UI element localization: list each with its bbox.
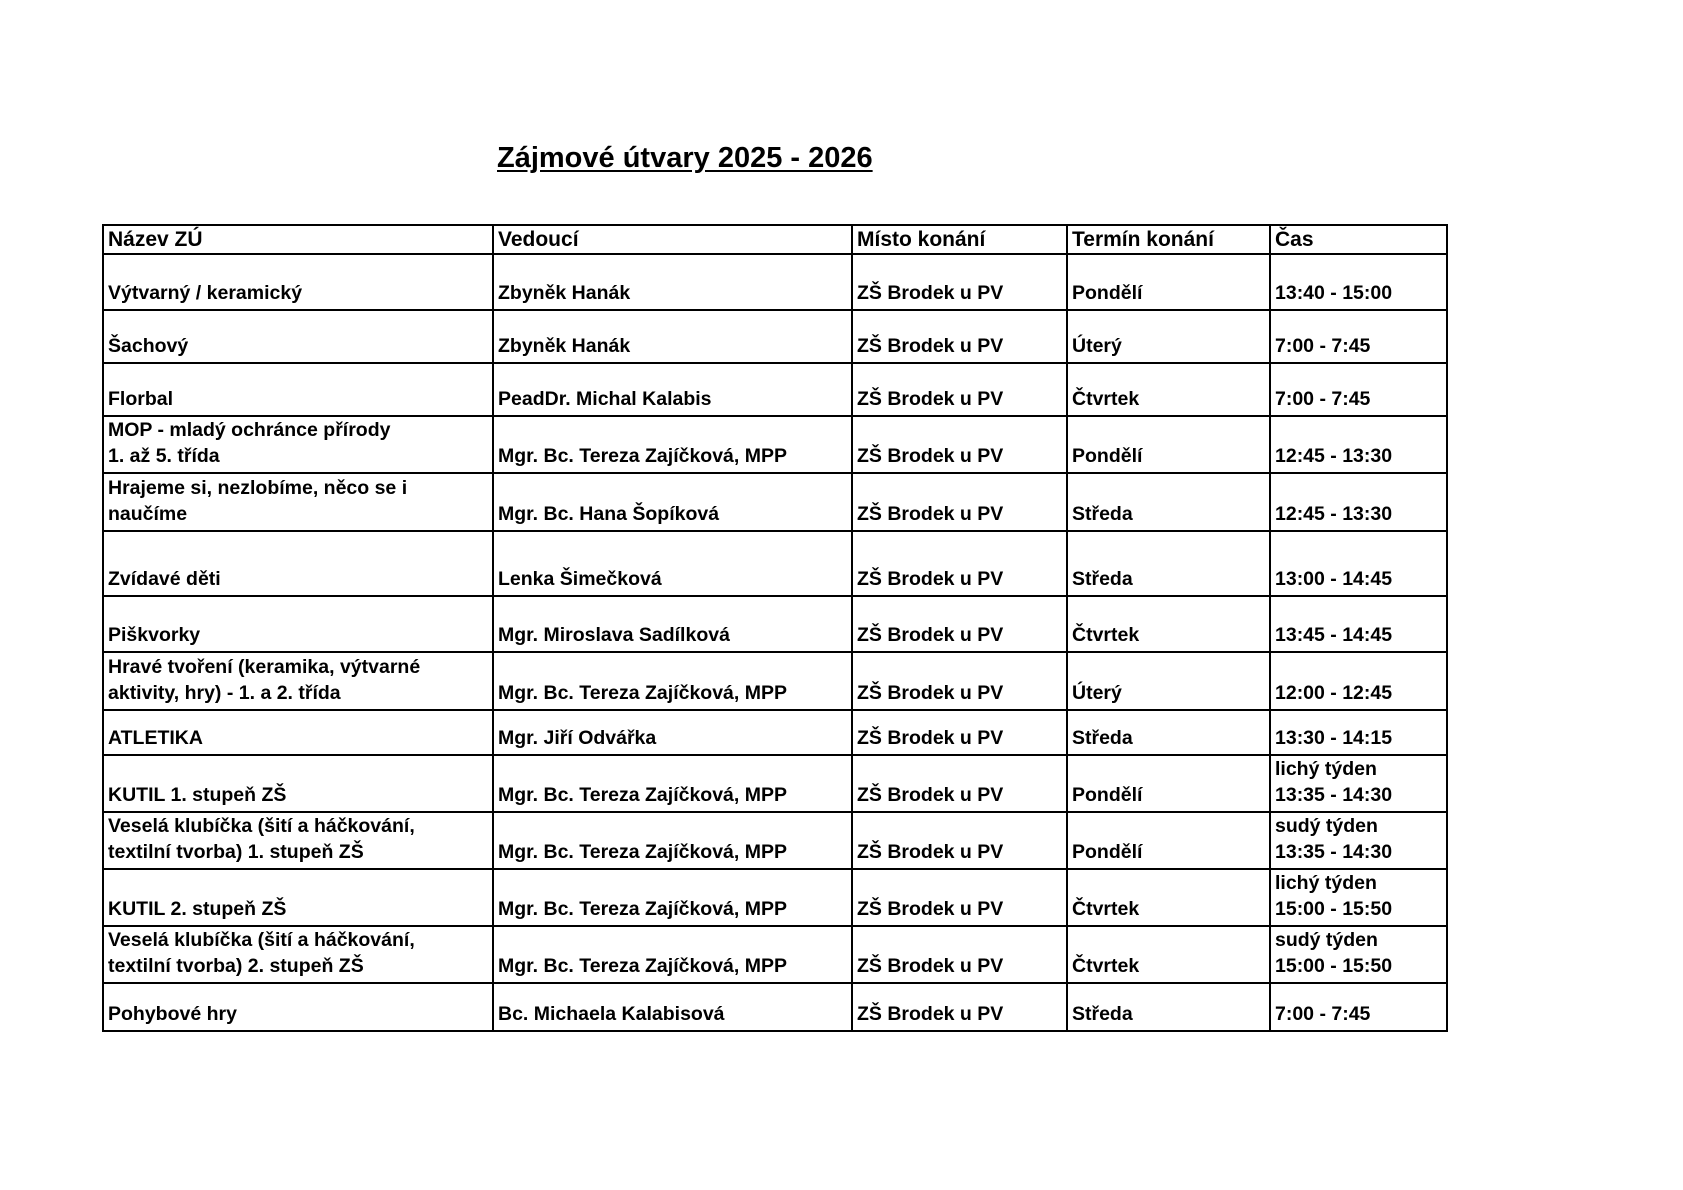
cell-day: Středa [1067,473,1270,531]
cell-time: 13:00 - 14:45 [1270,531,1447,596]
table-row [103,755,1447,812]
cell-day: Pondělí [1067,416,1270,473]
cell-leader: Mgr. Bc. Tereza Zajíčková, MPP [493,812,852,869]
table-row [103,710,1447,755]
header-day: Termín konání [1067,225,1270,254]
cell-name: Zvídavé děti [103,531,493,596]
table-row [103,596,1447,652]
cell-name: Pohybové hry [103,983,493,1031]
table-row [103,310,1447,363]
cell-name: Veselá klubíčka (šití a háčkování, textilní tvorba) 1. stupeň ZŠ [103,812,493,869]
cell-time: 7:00 - 7:45 [1270,983,1447,1031]
table-row [103,983,1447,1031]
cell-day: Pondělí [1067,812,1270,869]
cell-day: Úterý [1067,652,1270,710]
cell-leader: Zbyněk Hanák [493,254,852,310]
cell-place: ZŠ Brodek u PV [852,710,1067,755]
cell-leader: Mgr. Bc. Tereza Zajíčková, MPP [493,652,852,710]
cell-day: Čtvrtek [1067,596,1270,652]
cell-time: 7:00 - 7:45 [1270,363,1447,416]
cell-name: Šachový [103,310,493,363]
cell-name: Veselá klubíčka (šití a háčkování, textilní tvorba) 2. stupeň ZŠ [103,926,493,983]
table-row [103,652,1447,710]
cell-name: ATLETIKA [103,710,493,755]
cell-place: ZŠ Brodek u PV [852,473,1067,531]
table-header-row [103,225,1447,254]
header-leader: Vedoucí [493,225,852,254]
cell-day: Úterý [1067,310,1270,363]
cell-day: Středa [1067,983,1270,1031]
table-row [103,473,1447,531]
cell-leader: Bc. Michaela Kalabisová [493,983,852,1031]
cell-day: Středa [1067,531,1270,596]
table-row [103,363,1447,416]
cell-time: 13:30 - 14:15 [1270,710,1447,755]
cell-leader: Mgr. Bc. Tereza Zajíčková, MPP [493,416,852,473]
cell-leader: PeadDr. Michal Kalabis [493,363,852,416]
cell-name: Hrajeme si, nezlobíme, něco se i naučíme [103,473,493,531]
cell-place: ZŠ Brodek u PV [852,363,1067,416]
cell-leader: Mgr. Miroslava Sadílková [493,596,852,652]
cell-time: 12:45 - 13:30 [1270,416,1447,473]
table-row [103,254,1447,310]
cell-place: ZŠ Brodek u PV [852,531,1067,596]
cell-leader: Mgr. Bc. Tereza Zajíčková, MPP [493,755,852,812]
cell-name: Výtvarný / keramický [103,254,493,310]
cell-leader: Mgr. Jiří Odvářka [493,710,852,755]
table-row [103,812,1447,869]
cell-leader: Mgr. Bc. Tereza Zajíčková, MPP [493,926,852,983]
cell-name: MOP - mladý ochránce přírody 1. až 5. třída [103,416,493,473]
cell-day: Čtvrtek [1067,926,1270,983]
header-place: Místo konání [852,225,1067,254]
cell-day: Čtvrtek [1067,363,1270,416]
cell-name: Piškvorky [103,596,493,652]
cell-place: ZŠ Brodek u PV [852,416,1067,473]
cell-place: ZŠ Brodek u PV [852,755,1067,812]
cell-day: Pondělí [1067,755,1270,812]
activities-table [102,224,1448,1032]
cell-time: lichý týden 15:00 - 15:50 [1270,869,1447,926]
cell-name: Hravé tvoření (keramika, výtvarné aktivity, hry) - 1. a 2. třída [103,652,493,710]
cell-place: ZŠ Brodek u PV [852,926,1067,983]
cell-leader: Lenka Šimečková [493,531,852,596]
cell-place: ZŠ Brodek u PV [852,596,1067,652]
cell-time: 13:45 - 14:45 [1270,596,1447,652]
cell-name: KUTIL 1. stupeň ZŠ [103,755,493,812]
cell-place: ZŠ Brodek u PV [852,310,1067,363]
cell-time: 13:40 - 15:00 [1270,254,1447,310]
cell-place: ZŠ Brodek u PV [852,254,1067,310]
table-row [103,869,1447,926]
cell-leader: Mgr. Bc. Hana Šopíková [493,473,852,531]
table-row [103,531,1447,596]
cell-leader: Zbyněk Hanák [493,310,852,363]
cell-place: ZŠ Brodek u PV [852,869,1067,926]
table-row [103,926,1447,983]
page-title: Zájmové útvary 2025 - 2026 [497,142,873,174]
cell-name: KUTIL 2. stupeň ZŠ [103,869,493,926]
header-name: Název ZÚ [103,225,493,254]
cell-place: ZŠ Brodek u PV [852,983,1067,1031]
cell-day: Pondělí [1067,254,1270,310]
cell-day: Středa [1067,710,1270,755]
cell-time: 12:45 - 13:30 [1270,473,1447,531]
header-time: Čas [1270,225,1447,254]
cell-leader: Mgr. Bc. Tereza Zajíčková, MPP [493,869,852,926]
cell-name: Florbal [103,363,493,416]
cell-place: ZŠ Brodek u PV [852,652,1067,710]
cell-time: sudý týden 13:35 - 14:30 [1270,812,1447,869]
cell-day: Čtvrtek [1067,869,1270,926]
cell-time: 12:00 - 12:45 [1270,652,1447,710]
table-row [103,416,1447,473]
cell-place: ZŠ Brodek u PV [852,812,1067,869]
cell-time: lichý týden 13:35 - 14:30 [1270,755,1447,812]
cell-time: 7:00 - 7:45 [1270,310,1447,363]
cell-time: sudý týden 15:00 - 15:50 [1270,926,1447,983]
